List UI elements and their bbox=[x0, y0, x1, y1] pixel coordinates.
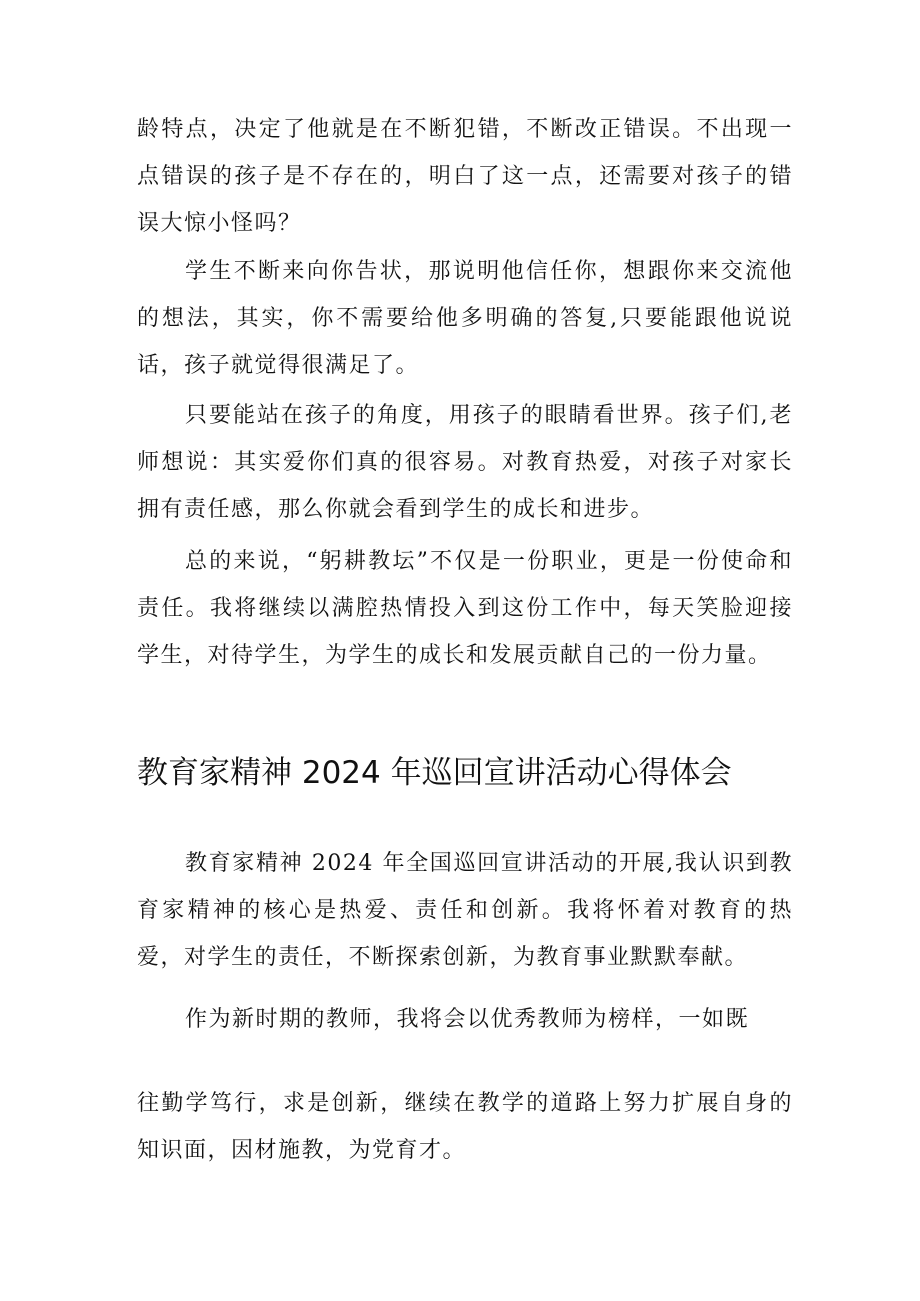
paragraph-role-model: 作为新时期的教师，我将会以优秀教师为榜样，一如既 bbox=[185, 1007, 750, 1032]
paragraph-summary: 总的来说，“躬耕教坛”不仅是一份职业，更是一份使命和责任。我将继续以满腔热情投入到这份工作中，每天笑脸迎接学生，对待学生，为学生的成长和发展贡献自己的一份力量。 bbox=[137, 549, 793, 668]
paragraph-core-spirit: 教育家精神 2024 年全国巡回宣讲活动的开展,我认识到教育家精神的核心是热爱、责任和创新。我将怀着对教育的热爱，对学生的责任，不断探索创新，为教育事业默默奉献。 bbox=[137, 851, 793, 970]
paragraph-continue-learning: 往勤学笃行，求是创新，继续在教学的道路上努力扩展自身的知识面，因材施教，为党育才。 bbox=[137, 1091, 793, 1163]
paragraph-continuation: 龄特点，决定了他就是在不断犯错，不断改正错误。不出现一点错误的孩子是不存在的，明白了这一点，还需要对孩子的错误大惊小怪吗？ bbox=[137, 117, 793, 236]
paragraph-student-reports: 学生不断来向你告状，那说明他信任你，想跟你来交流他的想法，其实，你不需要给他多明确的答复,只要能跟他说说话，孩子就觉得很满足了。 bbox=[137, 259, 793, 378]
section-title: 教育家精神 2024 年巡回宣讲活动心得体会 bbox=[137, 755, 732, 791]
paragraph-child-perspective: 只要能站在孩子的角度，用孩子的眼睛看世界。孩子们,老师想说：其实爱你们真的很容易。对教育热爱，对孩子对家长拥有责任感，那么你就会看到学生的成长和进步。 bbox=[137, 403, 793, 522]
